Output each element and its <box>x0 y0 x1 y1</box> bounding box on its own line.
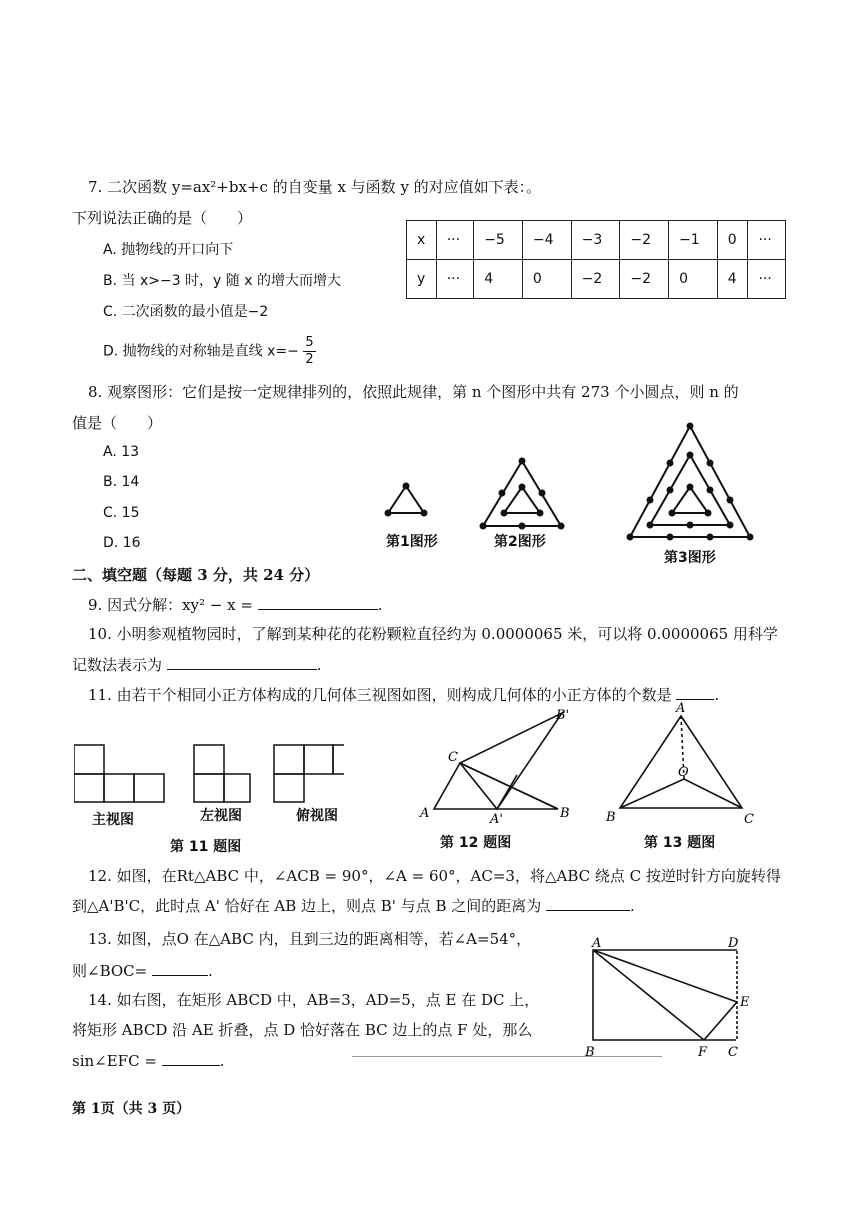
triangle-a1b1c <box>460 713 562 809</box>
table-cell: 0 <box>669 260 718 299</box>
q7-stem: 7. 二次函数 y=ax²+bx+c 的自变量 x 与函数 y 的对应值如下表：。 <box>88 178 542 196</box>
q13-text-cont: 则∠BOC= <box>72 962 148 980</box>
q14-text-cont: 将矩形 ABCD 沿 AE 折叠，点 D 恰好落在 BC 边上的点 F 处，那么 <box>72 1021 533 1039</box>
q12-end: . <box>630 897 635 915</box>
triangle-fig1 <box>388 486 424 513</box>
q13-end: . <box>208 962 213 980</box>
q8-option-a: A. 13 <box>103 444 140 460</box>
table-cell: ··· <box>436 221 474 260</box>
q8-option-c: C. 15 <box>103 505 140 521</box>
q7-value-table <box>406 220 786 299</box>
q13-line2 <box>72 960 213 981</box>
q7-option-a: A. 抛物线的开口向下 <box>103 242 234 258</box>
label-b: B <box>585 1045 595 1060</box>
q8-option-b: B. 14 <box>103 474 140 490</box>
q13-text: 13. 如图，点O 在△ABC 内，且到三边的距离相等，若∠A=54°， <box>88 930 532 948</box>
table-cell: ··· <box>748 221 786 260</box>
label-a: A <box>676 701 686 716</box>
front-view-label: 主视图 <box>92 812 134 828</box>
label-a: A <box>420 806 430 821</box>
q9 <box>88 594 383 615</box>
q14-text3: sin∠EFC = <box>72 1052 157 1070</box>
table-cell: 0 <box>522 260 571 299</box>
q12-text-cont: 到△A'B'C，此时点 A' 恰好在 AB 边上，则点 B' 与点 B 之间的距离为 <box>72 897 542 915</box>
table-cell: y <box>407 260 437 299</box>
q10-text: 10. 小明参观植物园时，了解到某种花的花粉颗粒直径约为 0.0000065 米，可以将 0.0000065 用科学 <box>88 625 778 643</box>
label-c: C <box>728 1045 738 1060</box>
q9-answer-blank <box>258 595 378 610</box>
q7-option-d-denominator: 2 <box>305 352 314 367</box>
table-cell: 0 <box>717 221 748 260</box>
q10-answer-blank <box>167 655 317 670</box>
q11-answer-blank <box>676 685 714 700</box>
q10-line2 <box>72 654 322 675</box>
q14-answer-blank <box>162 1051 220 1066</box>
q7-option-d-text: D. 抛物线的对称轴是直线 x=− <box>103 343 299 360</box>
fig11-caption: 第 11 题图 <box>170 839 242 855</box>
table-cell: −3 <box>571 221 620 260</box>
label-b-prime: B' <box>556 708 570 723</box>
table-cell: −2 <box>620 260 669 299</box>
q7-option-d-numerator: 5 <box>305 335 314 350</box>
section-2-heading: 二、填空题（每题 3 分，共 24 分） <box>72 566 320 584</box>
fig13-caption: 第 13 题图 <box>644 835 716 851</box>
q7-option-c: C. 二次函数的最小值是−2 <box>103 304 269 320</box>
top-view-label: 俯视图 <box>296 808 338 824</box>
label-a-prime: A' <box>490 812 503 825</box>
table-row-y <box>407 260 786 299</box>
q13-answer-blank <box>152 961 208 976</box>
q7-option-d <box>103 335 316 368</box>
label-b: B <box>606 810 616 825</box>
label-o: O <box>678 765 689 780</box>
triangle-fig2-inner <box>504 487 540 513</box>
table-row-x <box>407 221 786 260</box>
table-cell: −2 <box>571 260 620 299</box>
q7-prompt: 下列说法正确的是（ ） <box>72 209 253 227</box>
left-view-label: 左视图 <box>200 808 242 824</box>
q12-answer-blank <box>546 896 630 911</box>
table-cell: −5 <box>474 221 523 260</box>
fig13-diagram <box>600 700 760 825</box>
q11-end: . <box>714 686 720 704</box>
table-cell: ··· <box>748 260 786 299</box>
table-cell: 4 <box>717 260 748 299</box>
q11-text: 11. 由若干个相同小正方体构成的几何体三视图如图，则构成几何体的小正方体的个数是 <box>88 686 672 704</box>
label-b: B <box>560 806 570 821</box>
fig14-diagram <box>580 932 760 1060</box>
q10-text-cont: 记数法表示为 <box>72 656 163 674</box>
page-footer: 第 1页（共 3 页） <box>72 1101 191 1117</box>
table-cell: −1 <box>669 221 718 260</box>
triangle-fig3-inner <box>672 487 708 513</box>
q12-line2 <box>72 895 635 916</box>
fig1-caption: 第1图形 <box>386 534 438 550</box>
q8-stem-cont: 值是（ ） <box>72 414 163 432</box>
fig3-caption: 第3图形 <box>664 550 716 566</box>
q9-end: . <box>377 596 383 614</box>
triangle-abc <box>434 763 558 809</box>
label-d: D <box>728 936 739 951</box>
triangle-fig3-outer <box>630 426 750 537</box>
table-cell: −4 <box>522 221 571 260</box>
three-views-figure <box>74 742 344 806</box>
q7-option-b: B. 当 x>−3 时，y 随 x 的增大而增大 <box>103 273 341 289</box>
label-f: F <box>698 1045 708 1060</box>
fig12-caption: 第 12 题图 <box>440 835 512 851</box>
q8-stem: 8. 观察图形：它们是按一定规律排列的，依照此规律，第 n 个图形中共有 273 个小圆点，则 n 的 <box>88 383 739 401</box>
table-cell: −2 <box>620 221 669 260</box>
q10-end: . <box>316 656 322 674</box>
q8-option-d: D. 16 <box>103 535 141 551</box>
fig12-diagram <box>412 705 582 825</box>
table-cell: x <box>407 221 437 260</box>
table-cell: 4 <box>474 260 523 299</box>
triangle-fig2-outer <box>483 461 561 526</box>
table-cell: ··· <box>436 260 474 299</box>
q14-text: 14. 如右图，在矩形 ABCD 中，AB=3，AD=5，点 E 在 DC 上， <box>88 991 540 1009</box>
q14-end: . <box>219 1052 225 1070</box>
label-e: E <box>740 995 750 1010</box>
label-a: A <box>592 936 602 951</box>
label-c: C <box>448 750 458 765</box>
fig2-caption: 第2图形 <box>494 534 546 550</box>
label-c: C <box>744 812 754 825</box>
dot-triangle-figures <box>380 415 780 545</box>
q12-text: 12. 如图，在Rt△ABC 中，∠ACB = 90°，∠A = 60°，AC=3，将△ABC 绕点 C 按逆时针方向旋转得 <box>88 867 781 885</box>
q9-text: 9. 因式分解：xy² − x = <box>88 596 253 614</box>
q14-line3 <box>72 1051 224 1070</box>
q7-option-d-fraction <box>303 335 315 368</box>
